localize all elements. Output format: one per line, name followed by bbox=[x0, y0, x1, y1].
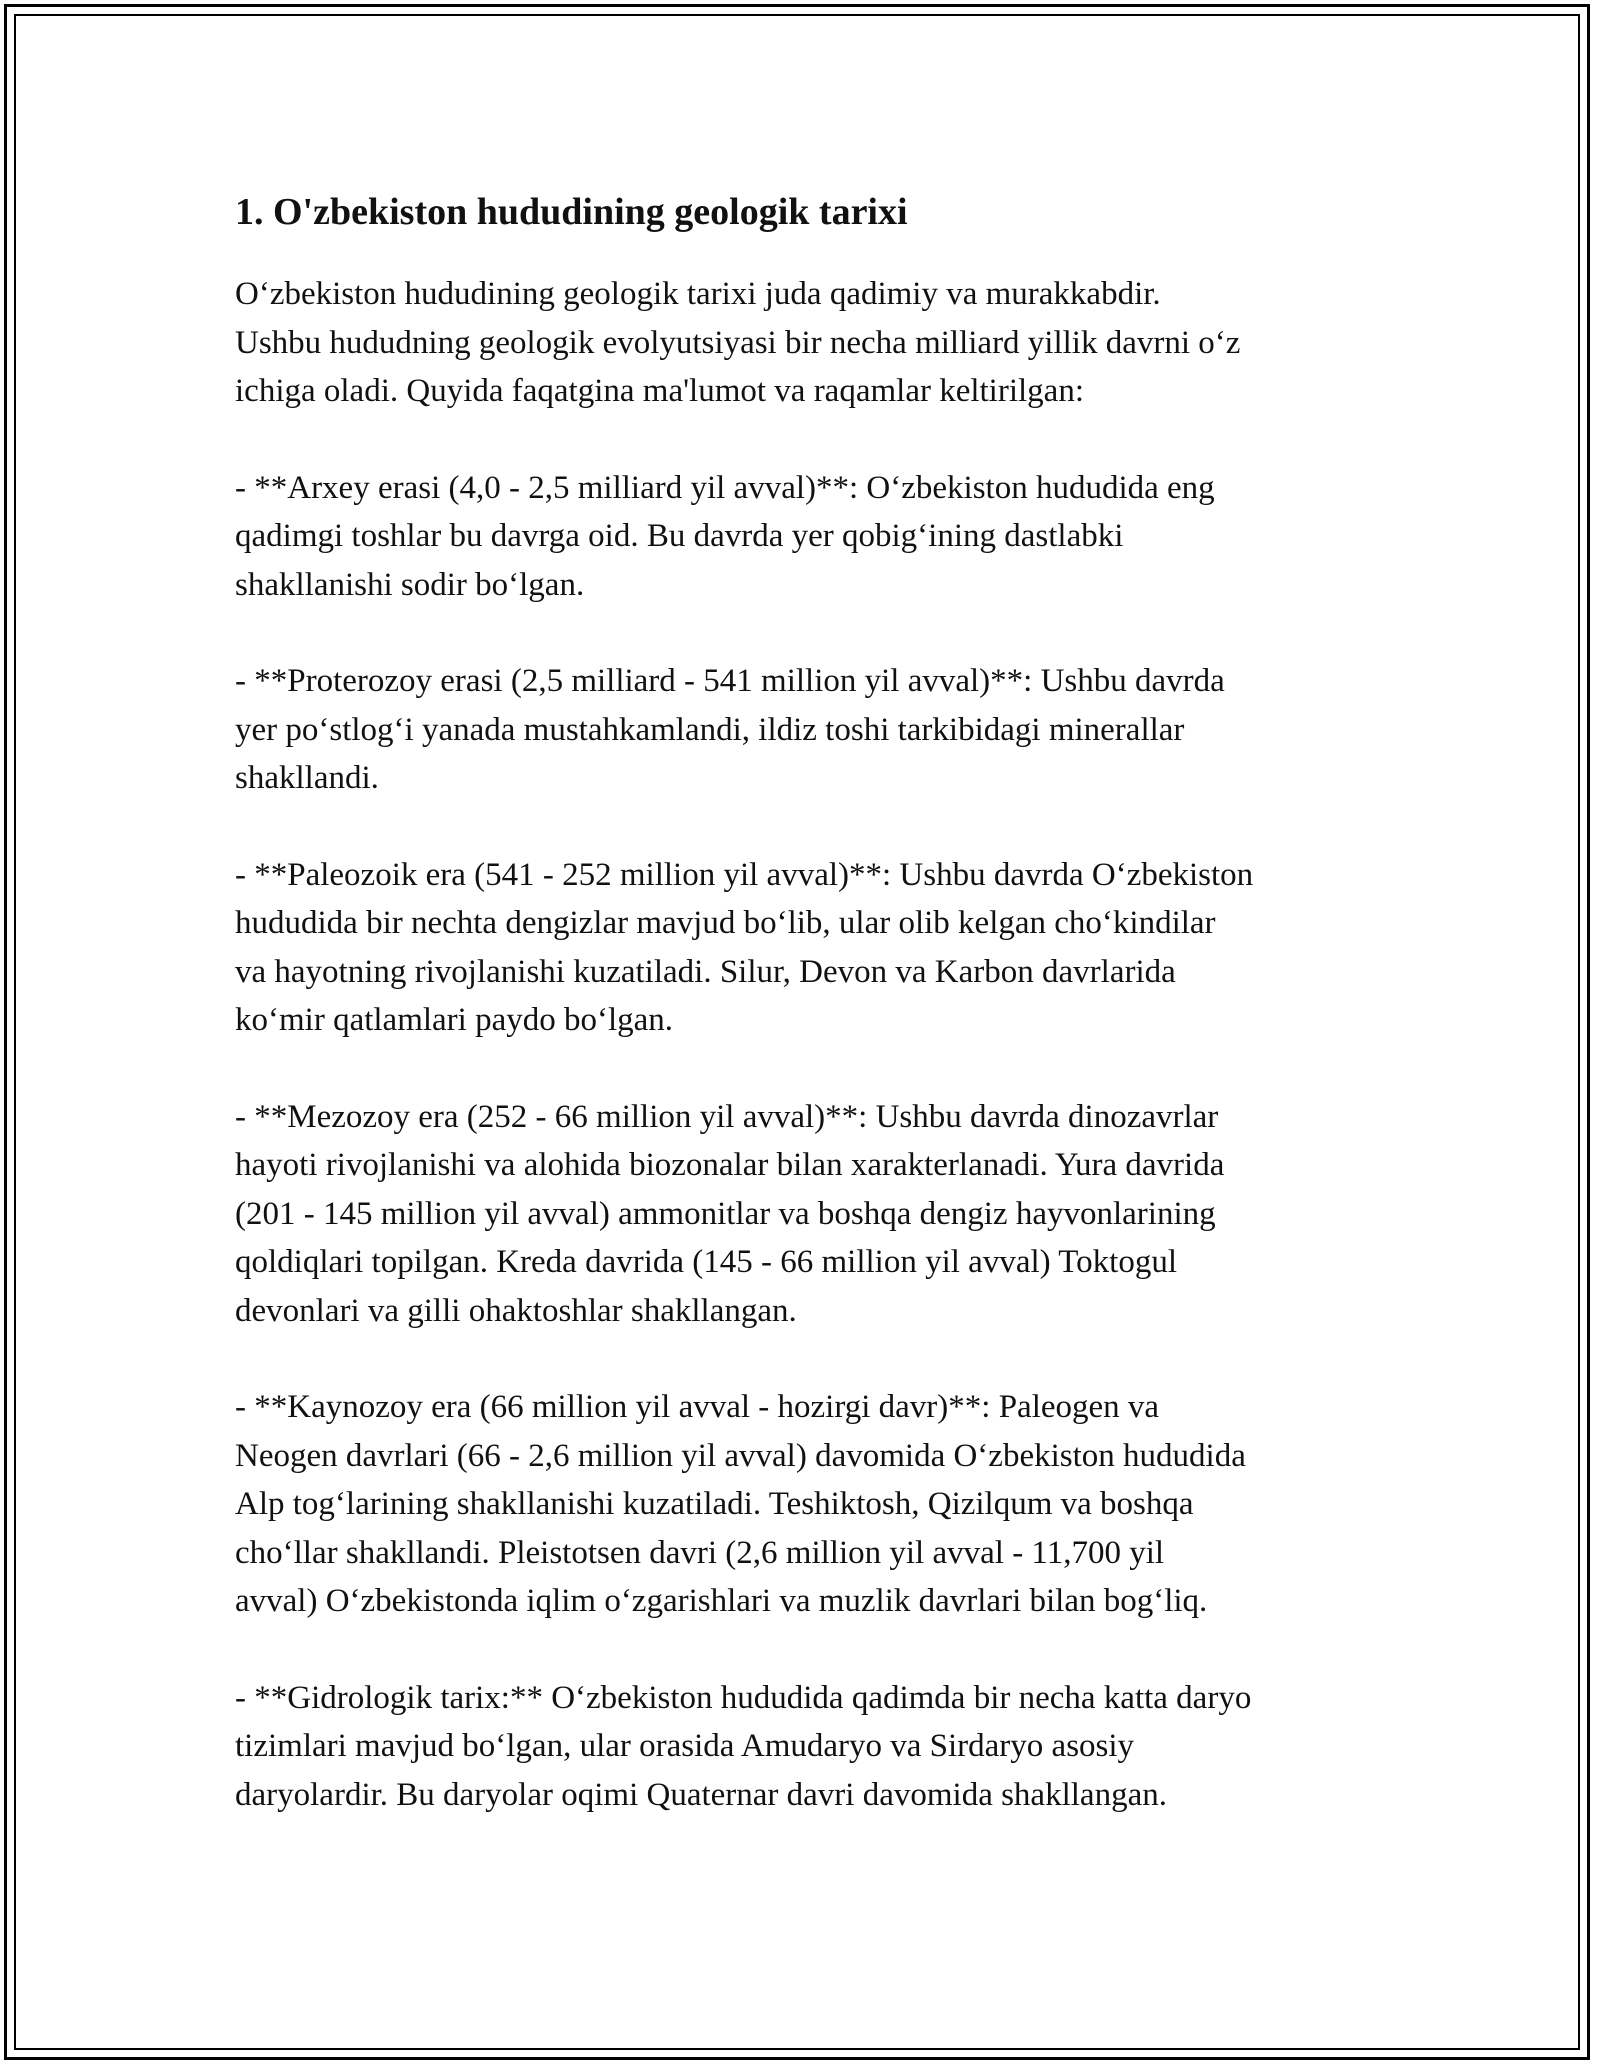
text-line: Ushbu hududning geologik evolyutsiyasi bir necha milliard yillik davrni o‘z bbox=[235, 324, 1241, 361]
text-line: cho‘llar shakllandi. Pleistotsen davri (2,6 million yil avval - 11,700 yil bbox=[235, 1534, 1165, 1571]
section-archean bbox=[235, 464, 1395, 610]
text-line: va hayotning rivojlanishi kuzatiladi. Silur, Devon va Karbon davrlarida bbox=[235, 953, 1176, 990]
section-mesozoic bbox=[235, 1093, 1395, 1336]
text-line: daryolardir. Bu daryolar oqimi Quaternar davri davomida shakllangan. bbox=[235, 1776, 1167, 1813]
text-line: - **Arxey erasi (4,0 - 2,5 milliard yil avval)**: O‘zbekiston hududida eng bbox=[235, 469, 1215, 506]
document-body bbox=[235, 188, 1395, 1867]
text-line: O‘zbekiston hududining geologik tarixi juda qadimiy va murakkabdir. bbox=[235, 276, 1161, 312]
text-line: - **Proterozoy erasi (2,5 milliard - 541 million yil avval)**: Ushbu davrda bbox=[235, 663, 1225, 699]
text-line: - **Kaynozoy era (66 million yil avval - hozirgi davr)**: Paleogen va bbox=[235, 1389, 1160, 1425]
text-line: qadimgi toshlar bu davrga oid. Bu davrda yer qobig‘ining dastlabki bbox=[235, 518, 1124, 554]
text-line: - **Paleozoik era (541 - 252 million yil avval)**: Ushbu davrda O‘zbekiston bbox=[235, 856, 1254, 893]
section-paleozoic bbox=[235, 851, 1395, 1045]
text-line: hayoti rivojlanishi va alohida biozonalar bilan xarakterlanadi. Yura davrida bbox=[235, 1147, 1225, 1183]
text-line: yer po‘stlog‘i yanada mustahkamlandi, ildiz toshi tarkibidagi minerallar bbox=[235, 711, 1185, 748]
section-proterozoic bbox=[235, 657, 1395, 803]
text-line: devonlari va gilli ohaktoshlar shakllangan. bbox=[235, 1292, 797, 1329]
text-line: avval) O‘zbekistonda iqlim o‘zgarishlari va muzlik davrlari bilan bog‘liq. bbox=[235, 1583, 1208, 1619]
text-line: Neogen davrlari (66 - 2,6 million yil avval) davomida O‘zbekiston hududida bbox=[235, 1437, 1246, 1474]
text-line: (201 - 145 million yil avval) ammonitlar va boshqa dengiz hayvonlarining bbox=[235, 1195, 1216, 1232]
text-line: - **Gidrologik tarix:** O‘zbekiston hududida qadimda bir necha katta daryo bbox=[235, 1679, 1252, 1716]
text-line: shakllanishi sodir bo‘lgan. bbox=[235, 566, 585, 603]
text-line: hududida bir nechta dengizlar mavjud bo‘lib, ular olib kelgan cho‘kindilar bbox=[235, 905, 1216, 941]
section-hydrology bbox=[235, 1674, 1395, 1820]
text-line: ko‘mir qatlamlari paydo bo‘lgan. bbox=[235, 1002, 674, 1038]
text-line: shakllandi. bbox=[235, 760, 379, 796]
text-line: qoldiqlari topilgan. Kreda davrida (145 - 66 million yil avval) Toktogul bbox=[235, 1244, 1177, 1280]
section-cenozoic bbox=[235, 1383, 1395, 1626]
text-line: - **Mezozoy era (252 - 66 million yil avval)**: Ushbu davrda dinozavrlar bbox=[235, 1098, 1219, 1135]
document-title: 1. O'zbekiston hududining geologik tarixi bbox=[235, 191, 908, 233]
text-line: tizimlari mavjud bo‘lgan, ular orasida Amudaryo va Sirdaryo asosiy bbox=[235, 1728, 1135, 1764]
intro-paragraph bbox=[235, 270, 1395, 416]
text-line: Alp tog‘larining shakllanishi kuzatiladi. Teshiktosh, Qizilqum va boshqa bbox=[235, 1486, 1194, 1522]
text-line: ichiga oladi. Quyida faqatgina ma'lumot va raqamlar keltirilgan: bbox=[235, 373, 1084, 409]
